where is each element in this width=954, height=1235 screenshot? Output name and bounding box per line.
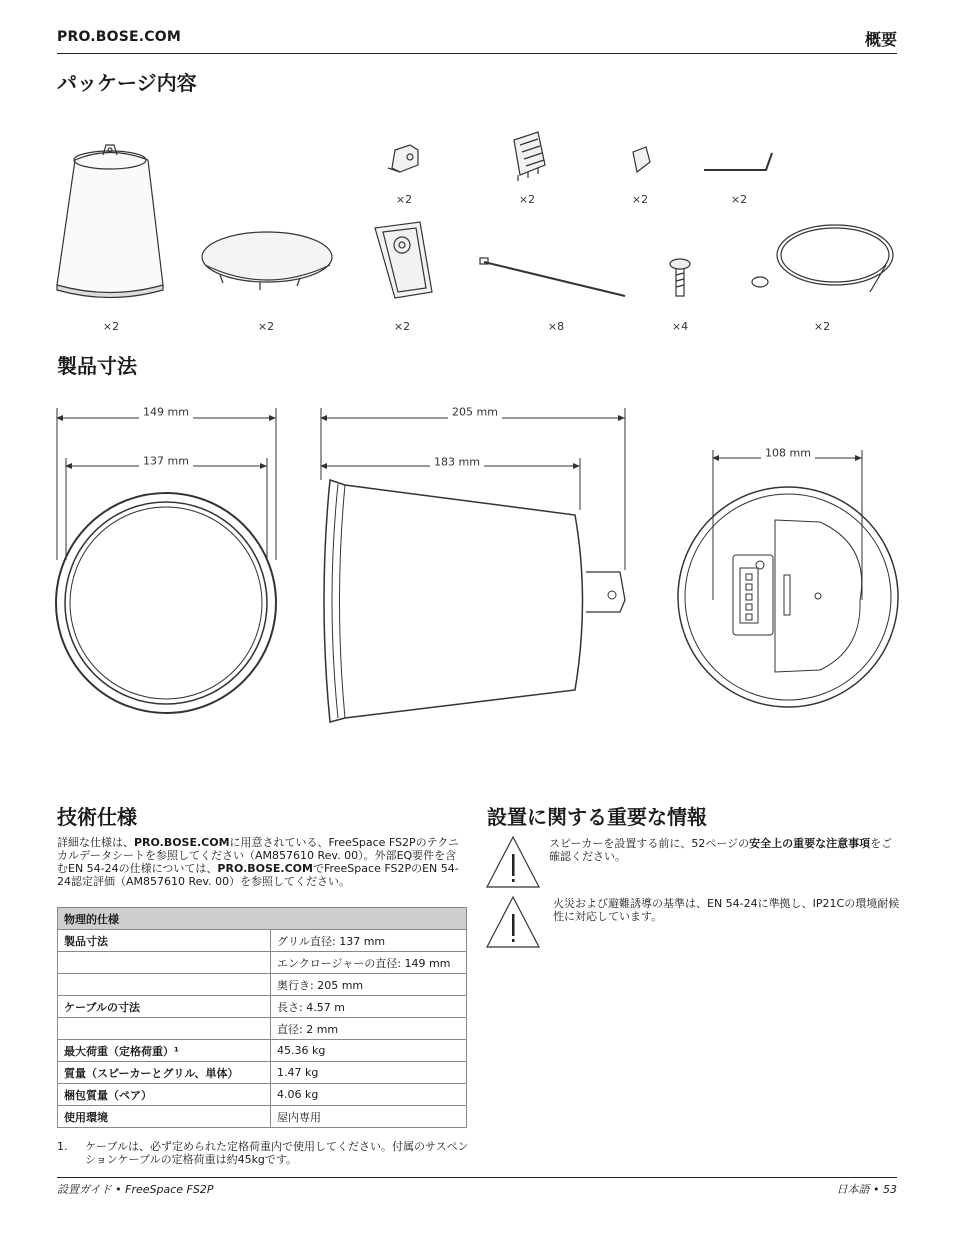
specs-intro <box>57 836 467 888</box>
spec-key: 梱包質量（ペア） <box>58 1084 271 1106</box>
spec-value: グリル直径: 137 mm <box>271 930 467 952</box>
spec-key: 最大荷重（定格荷重）¹ <box>58 1040 271 1062</box>
warning-2-text: 火災および避難誘導の基準は、EN 54-24に準拠し、IP21Cの環境耐候性に対応しています。 <box>553 897 900 923</box>
section-title: 概要 <box>864 30 897 49</box>
intro-link-2[interactable]: PRO.BOSE.COM <box>217 862 313 875</box>
spec-key: 質量（スピーカーとグリル、単体） <box>58 1062 271 1084</box>
warning-icon <box>486 834 546 894</box>
table-row <box>58 930 467 952</box>
table-row <box>58 1018 467 1040</box>
spec-value: 屋内専用 <box>271 1106 467 1128</box>
table-row <box>58 1040 467 1062</box>
qty-pad: ×2 <box>631 193 649 206</box>
dim-side-inner: 183 mm <box>430 456 484 469</box>
qty-grille: ×2 <box>257 320 275 333</box>
spec-value: 4.06 kg <box>271 1084 467 1106</box>
qty-speaker: ×2 <box>102 320 120 333</box>
qty-screw: ×4 <box>671 320 689 333</box>
intro-link-1[interactable]: PRO.BOSE.COM <box>134 836 230 849</box>
table-header-row <box>58 908 467 930</box>
back-view <box>678 450 898 707</box>
spec-value: 1.47 kg <box>271 1062 467 1084</box>
warning-1-bold: 安全上の重要な注意事項 <box>749 837 871 850</box>
footer-rule <box>57 1177 897 1178</box>
table-row <box>58 996 467 1018</box>
qty-cable-tie: ×8 <box>547 320 565 333</box>
table-row <box>58 1062 467 1084</box>
footnote <box>57 1140 469 1166</box>
spec-value: 45.36 kg <box>271 1040 467 1062</box>
spec-key <box>58 974 271 996</box>
warning-1-text <box>549 837 899 863</box>
dim-back: 108 mm <box>761 447 815 460</box>
intro-text-2: に用意されている、FreeSpace FS2Pのテクニカルデータシートを参照してください（AM857610 Rev. 00）。外部EQ要件を含むEN 54-24の仕様については、 <box>57 836 459 875</box>
table-row <box>58 952 467 974</box>
spec-key: ケーブルの寸法 <box>58 996 271 1018</box>
warning-icon <box>486 894 546 954</box>
qty-hex-key: ×2 <box>730 193 748 206</box>
qty-connector: ×2 <box>518 193 536 206</box>
spec-key <box>58 1018 271 1040</box>
warning-1-pre: スピーカーを設置する前に、52ページの <box>549 837 750 850</box>
safety-title: 設置に関する重要な情報 <box>487 805 707 829</box>
footnote-number: 1. <box>57 1140 68 1153</box>
footnote-text: ケーブルは、必ず定められた定格荷重内で使用してください。付属のサスペンションケーブルの定格荷重は約45kgです。 <box>85 1140 469 1166</box>
table-header: 物理的仕様 <box>58 908 467 930</box>
footer-doc-title: 設置ガイド • FreeSpace FS2P <box>57 1183 214 1196</box>
qty-mounting-plate: ×2 <box>393 320 411 333</box>
spec-value: 直径: 2 mm <box>271 1018 467 1040</box>
dim-side-outer: 205 mm <box>448 406 502 419</box>
spec-value: エンクロージャーの直径: 149 mm <box>271 952 467 974</box>
spec-value: 長さ: 4.57 m <box>271 996 467 1018</box>
footer-page-number: 日本語 • 53 <box>836 1183 897 1196</box>
warning-1-post: をご確認ください。 <box>549 837 893 863</box>
package-title: パッケージ内容 <box>57 71 197 95</box>
intro-text-3: でFreeSpace FS2PのEN 54-24認定評価（AM857610 Rev. 00）を参照してください。 <box>57 862 459 888</box>
spec-key <box>58 952 271 974</box>
qty-bracket: ×2 <box>395 193 413 206</box>
specs-title: 技術仕様 <box>57 805 137 829</box>
intro-text-1: 詳細な仕様は、 <box>57 836 134 849</box>
dim-front-outer: 149 mm <box>139 406 193 419</box>
qty-suspension-cable: ×2 <box>813 320 831 333</box>
table-row <box>58 1106 467 1128</box>
physical-specs-table <box>57 907 467 1128</box>
dimensions-title: 製品寸法 <box>57 354 137 378</box>
dim-front-inner: 137 mm <box>139 455 193 468</box>
spec-key: 製品寸法 <box>58 930 271 952</box>
spec-value: 奥行き: 205 mm <box>271 974 467 996</box>
spec-key: 使用環境 <box>58 1106 271 1128</box>
table-row <box>58 1084 467 1106</box>
site-url: PRO.BOSE.COM <box>57 29 181 45</box>
table-row <box>58 974 467 996</box>
